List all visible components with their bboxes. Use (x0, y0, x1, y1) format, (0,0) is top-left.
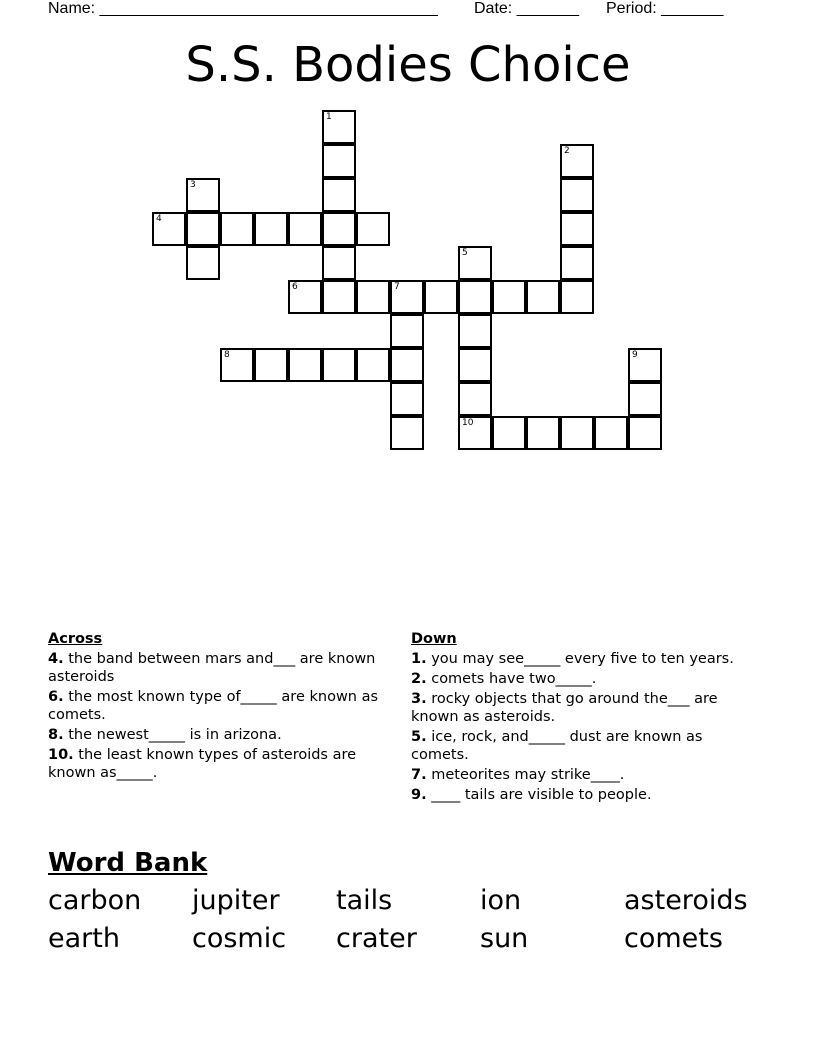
crossword-cell[interactable] (560, 178, 594, 212)
crossword-cell[interactable] (458, 314, 492, 348)
crossword-cell[interactable] (254, 348, 288, 382)
crossword-cell[interactable] (424, 280, 458, 314)
crossword-cell[interactable] (322, 178, 356, 212)
across-clue: 10. the least known types of asteroids are known as_____. (48, 747, 357, 781)
crossword-cell[interactable] (152, 212, 186, 246)
crossword-cell[interactable] (560, 416, 594, 450)
crossword-cell[interactable] (322, 348, 356, 382)
crossword-cell[interactable] (594, 416, 628, 450)
crossword-cell[interactable] (458, 280, 492, 314)
clue-number: 9 (632, 350, 638, 360)
across-clue: 4. the band between mars and___ are known asteroids (48, 651, 376, 685)
crossword-cell[interactable] (322, 144, 356, 178)
down-clue: 7. meteorites may strike____. (411, 767, 625, 783)
crossword-cell[interactable] (560, 144, 594, 178)
down-heading: Down (411, 631, 457, 647)
crossword-cell[interactable] (492, 416, 526, 450)
word-bank-item: earth (48, 923, 120, 954)
word-bank-item: sun (480, 923, 529, 954)
clue-number: 4 (156, 214, 162, 224)
crossword-cell[interactable] (560, 246, 594, 280)
word-bank-item: asteroids (624, 885, 748, 916)
crossword-cell[interactable] (288, 212, 322, 246)
date-field[interactable]: Date: _______ (474, 0, 579, 17)
crossword-cell[interactable] (390, 382, 424, 416)
across-heading: Across (48, 631, 103, 647)
crossword-cell[interactable] (322, 246, 356, 280)
down-clue: 5. ice, rock, and_____ dust are known as comets. (411, 729, 703, 763)
crossword-cell[interactable] (458, 246, 492, 280)
word-bank-item: crater (336, 923, 417, 954)
across-clues (48, 630, 398, 784)
crossword-cell[interactable] (458, 348, 492, 382)
crossword-cell[interactable] (628, 416, 662, 450)
crossword-cell[interactable] (560, 212, 594, 246)
period-field[interactable]: Period: _______ (606, 0, 724, 17)
crossword-cell[interactable] (288, 280, 322, 314)
down-clues (411, 630, 761, 806)
crossword-cell[interactable] (560, 280, 594, 314)
crossword-cell[interactable] (390, 416, 424, 450)
crossword-cell[interactable] (322, 110, 356, 144)
down-clue: 2. comets have two_____. (411, 671, 597, 687)
clue-number: 8 (224, 350, 230, 360)
across-clue: 8. the newest_____ is in arizona. (48, 727, 282, 743)
down-clue: 1. you may see_____ every five to ten years. (411, 651, 734, 667)
clue-number: 5 (462, 248, 468, 258)
crossword-cell[interactable] (356, 280, 390, 314)
word-bank-item: carbon (48, 885, 142, 916)
crossword-cell[interactable] (186, 246, 220, 280)
crossword-cell[interactable] (254, 212, 288, 246)
crossword-cell[interactable] (526, 280, 560, 314)
crossword-cell[interactable] (186, 178, 220, 212)
word-bank (48, 884, 778, 956)
crossword-cell[interactable] (628, 348, 662, 382)
page-title: S.S. Bodies Choice (185, 37, 631, 93)
down-clue: 9. ____ tails are visible to people. (411, 787, 652, 803)
clue-number: 10 (462, 418, 474, 428)
word-bank-item: cosmic (192, 923, 287, 954)
crossword-cell[interactable] (288, 348, 322, 382)
word-bank-title: Word Bank (48, 848, 208, 878)
crossword-cell[interactable] (458, 416, 492, 450)
crossword-grid (0, 0, 816, 470)
clue-number: 6 (292, 282, 298, 292)
crossword-cell[interactable] (390, 348, 424, 382)
crossword-cell[interactable] (322, 280, 356, 314)
name-field[interactable]: Name: ______________________________________ (48, 0, 438, 17)
crossword-cell[interactable] (220, 348, 254, 382)
crossword-cell[interactable] (458, 382, 492, 416)
crossword-cell[interactable] (322, 212, 356, 246)
word-bank-item: tails (336, 885, 393, 916)
across-clue: 6. the most known type of_____ are known as comets. (48, 689, 379, 723)
crossword-cell[interactable] (356, 348, 390, 382)
clue-number: 1 (326, 112, 332, 122)
crossword-cell[interactable] (356, 212, 390, 246)
clue-number: 7 (394, 282, 400, 292)
crossword-cell[interactable] (220, 212, 254, 246)
clue-number: 3 (190, 180, 196, 190)
down-clue: 3. rocky objects that go around the___ are known as asteroids. (411, 691, 718, 725)
crossword-cell[interactable] (186, 212, 220, 246)
crossword-cell[interactable] (526, 416, 560, 450)
word-bank-item: jupiter (192, 885, 280, 916)
crossword-cell[interactable] (390, 314, 424, 348)
crossword-cell[interactable] (628, 382, 662, 416)
word-bank-item: comets (624, 923, 723, 954)
word-bank-item: ion (480, 885, 522, 916)
crossword-cell[interactable] (390, 280, 424, 314)
clue-number: 2 (564, 146, 570, 156)
crossword-cell[interactable] (492, 280, 526, 314)
